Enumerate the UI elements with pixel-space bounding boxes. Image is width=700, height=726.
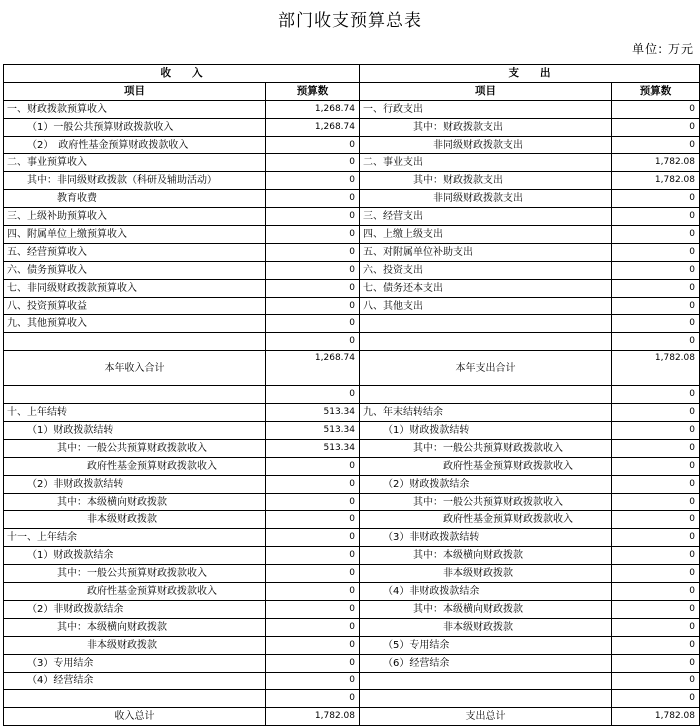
expense-item-header: 项目 (360, 82, 612, 100)
expense-value-cell: 0 (612, 333, 700, 351)
total-row (4, 708, 700, 726)
income-item-cell: （2） 政府性基金预算财政拨款收入 (4, 136, 266, 154)
income-item-cell: （1）财政拨款结转 (4, 422, 266, 440)
expense-item-cell: 三、经营支出 (360, 208, 612, 226)
expense-value-cell: 0 (612, 439, 700, 457)
income-value-cell: 0 (266, 172, 360, 190)
income-value-cell: 0 (266, 547, 360, 565)
income-item-cell (4, 333, 266, 351)
income-value-cell: 513.34 (266, 439, 360, 457)
expense-item-cell: 五、对附属单位补助支出 (360, 243, 612, 261)
expense-section-header: 支 出 (360, 65, 700, 83)
income-value-cell: 0 (266, 583, 360, 601)
income-item-cell: 六、债务预算收入 (4, 261, 266, 279)
expense-value-cell: 0 (612, 279, 700, 297)
table-row (4, 172, 700, 190)
expense-item-cell (360, 672, 612, 690)
table-row (4, 208, 700, 226)
expense-value-cell: 0 (612, 226, 700, 244)
income-item-cell: 非本级财政拨款 (4, 511, 266, 529)
expense-budget-header: 预算数 (612, 82, 700, 100)
income-item-cell (4, 690, 266, 708)
expense-item-cell: （4）非财政拨款结余 (360, 583, 612, 601)
income-budget-header: 预算数 (266, 82, 360, 100)
expense-value-cell: 0 (612, 118, 700, 136)
expense-item-cell: 其中：一般公共预算财政拨款收入 (360, 439, 612, 457)
expense-value-cell: 0 (612, 600, 700, 618)
expense-item-cell: 其中：一般公共预算财政拨款收入 (360, 493, 612, 511)
expense-item-cell: 二、事业支出 (360, 154, 612, 172)
income-item-cell: 其中：非同级财政拨款（科研及辅助活动） (4, 172, 266, 190)
section-header-row (4, 65, 700, 83)
table-row (4, 511, 700, 529)
income-value-cell: 0 (266, 208, 360, 226)
expense-value-cell: 0 (612, 297, 700, 315)
expense-item-cell: 七、债务还本支出 (360, 279, 612, 297)
income-item-cell (4, 386, 266, 404)
expense-item-cell: 政府性基金预算财政拨款收入 (360, 511, 612, 529)
expense-item-cell (360, 386, 612, 404)
expense-value-cell: 0 (612, 190, 700, 208)
income-value-cell: 0 (266, 457, 360, 475)
income-value-cell: 0 (266, 636, 360, 654)
table-row (4, 422, 700, 440)
income-item-cell: 五、经营预算收入 (4, 243, 266, 261)
income-value-cell: 0 (266, 511, 360, 529)
income-item-cell: 政府性基金预算财政拨款收入 (4, 583, 266, 601)
expense-item-cell: 一、行政支出 (360, 100, 612, 118)
income-value-cell: 0 (266, 243, 360, 261)
expense-item-cell: （6）经营结余 (360, 654, 612, 672)
expense-item-cell: 非本级财政拨款 (360, 565, 612, 583)
table-row (4, 565, 700, 583)
income-item-cell: （1）财政拨款结余 (4, 547, 266, 565)
expense-value-cell: 0 (612, 654, 700, 672)
income-section-header: 收 入 (4, 65, 360, 83)
expense-value-cell: 0 (612, 636, 700, 654)
table-row (4, 190, 700, 208)
income-item-cell: 七、非同级财政拨款预算收入 (4, 279, 266, 297)
income-value-cell: 0 (266, 297, 360, 315)
expense-item-cell: 其中：本级横向财政拨款 (360, 547, 612, 565)
budget-table (3, 64, 700, 726)
income-item-cell: 十、上年结转 (4, 404, 266, 422)
expense-value-cell: 0 (612, 529, 700, 547)
table-row (4, 386, 700, 404)
income-value-cell: 1,268.74 (266, 118, 360, 136)
income-item-header: 项目 (4, 82, 266, 100)
income-value-cell: 0 (266, 279, 360, 297)
income-value-cell: 0 (266, 190, 360, 208)
expense-value-cell: 0 (612, 565, 700, 583)
table-row (4, 475, 700, 493)
expense-value-cell: 0 (612, 511, 700, 529)
expense-item-cell: 八、其他支出 (360, 297, 612, 315)
expense-item-cell: 本年支出合计 (360, 351, 612, 386)
table-row (4, 636, 700, 654)
income-value-cell: 513.34 (266, 422, 360, 440)
table-row (4, 243, 700, 261)
expense-item-cell: 六、投资支出 (360, 261, 612, 279)
income-item-cell: 其中：一般公共预算财政拨款收入 (4, 439, 266, 457)
expense-value-cell: 1,782.08 (612, 172, 700, 190)
table-row (4, 118, 700, 136)
expense-item-cell: 政府性基金预算财政拨款收入 (360, 457, 612, 475)
expense-item-cell: （2）财政拨款结余 (360, 475, 612, 493)
table-row (4, 529, 700, 547)
page-title: 部门收支预算总表 (278, 11, 422, 31)
income-value-cell: 0 (266, 618, 360, 636)
income-item-cell: 教育收费 (4, 190, 266, 208)
income-item-cell: （2）非财政拨款结转 (4, 475, 266, 493)
expense-value-cell: 0 (612, 404, 700, 422)
income-value-cell: 0 (266, 600, 360, 618)
income-value-cell: 0 (266, 315, 360, 333)
unit-label: 单位: 万元 (632, 42, 694, 56)
expense-value-cell: 0 (612, 583, 700, 601)
expense-item-cell: （3）非财政拨款结转 (360, 529, 612, 547)
table-row (4, 583, 700, 601)
expense-item-cell: 非本级财政拨款 (360, 618, 612, 636)
income-item-cell: 三、上级补助预算收入 (4, 208, 266, 226)
income-item-cell: 四、附属单位上缴预算收入 (4, 226, 266, 244)
income-value-cell: 0 (266, 493, 360, 511)
income-item-cell: 收入总计 (4, 708, 266, 726)
income-item-cell: 一、财政拨款预算收入 (4, 100, 266, 118)
income-value-cell: 0 (266, 261, 360, 279)
income-item-cell: 非本级财政拨款 (4, 636, 266, 654)
expense-value-cell: 0 (612, 547, 700, 565)
income-item-cell: 十一、上年结余 (4, 529, 266, 547)
table-row (4, 333, 700, 351)
table-row (4, 547, 700, 565)
expense-item-cell (360, 690, 612, 708)
expense-value-cell: 0 (612, 475, 700, 493)
table-row (4, 279, 700, 297)
income-value-cell: 0 (266, 386, 360, 404)
income-item-cell: 本年收入合计 (4, 351, 266, 386)
expense-value-cell: 0 (612, 208, 700, 226)
expense-item-cell: 四、上缴上级支出 (360, 226, 612, 244)
expense-item-cell: 支出总计 (360, 708, 612, 726)
income-value-cell: 0 (266, 226, 360, 244)
table-row (4, 493, 700, 511)
expense-item-cell (360, 333, 612, 351)
expense-value-cell: 0 (612, 690, 700, 708)
table-row (4, 672, 700, 690)
income-item-cell: 其中：本级横向财政拨款 (4, 493, 266, 511)
expense-value-cell: 0 (612, 136, 700, 154)
income-value-cell: 513.34 (266, 404, 360, 422)
expense-value-cell: 0 (612, 315, 700, 333)
table-row (4, 600, 700, 618)
expense-value-cell: 1,782.08 (612, 708, 700, 726)
expense-value-cell: 0 (612, 672, 700, 690)
expense-value-cell: 0 (612, 493, 700, 511)
expense-value-cell: 1,782.08 (612, 154, 700, 172)
table-row (4, 654, 700, 672)
table-row (4, 100, 700, 118)
table-row (4, 315, 700, 333)
income-item-cell: （3）专用结余 (4, 654, 266, 672)
expense-item-cell: （5）专用结余 (360, 636, 612, 654)
income-item-cell: 其中：一般公共预算财政拨款收入 (4, 565, 266, 583)
table-row (4, 154, 700, 172)
expense-item-cell: 九、年末结转结余 (360, 404, 612, 422)
column-header-row (4, 82, 700, 100)
table-row (4, 404, 700, 422)
table-row (4, 226, 700, 244)
expense-value-cell: 0 (612, 422, 700, 440)
expense-value-cell: 0 (612, 457, 700, 475)
income-value-cell: 1,268.74 (266, 100, 360, 118)
expense-value-cell: 0 (612, 261, 700, 279)
expense-value-cell: 0 (612, 386, 700, 404)
expense-item-cell: 其中：本级横向财政拨款 (360, 600, 612, 618)
expense-item-cell: 其中：财政拨款支出 (360, 118, 612, 136)
expense-value-cell: 0 (612, 100, 700, 118)
income-value-cell: 0 (266, 654, 360, 672)
table-row (4, 457, 700, 475)
expense-value-cell: 0 (612, 618, 700, 636)
table-row (4, 618, 700, 636)
table-row (4, 297, 700, 315)
table-row (4, 261, 700, 279)
expense-item-cell: 其中：财政拨款支出 (360, 172, 612, 190)
income-item-cell: （4）经营结余 (4, 672, 266, 690)
income-value-cell: 0 (266, 154, 360, 172)
income-item-cell: 八、投资预算收益 (4, 297, 266, 315)
income-item-cell: 二、事业预算收入 (4, 154, 266, 172)
income-value-cell: 1,268.74 (266, 351, 360, 386)
income-item-cell: 九、其他预算收入 (4, 315, 266, 333)
income-value-cell: 0 (266, 333, 360, 351)
income-value-cell: 1,782.08 (266, 708, 360, 726)
table-row (4, 439, 700, 457)
income-item-cell: 其中：本级横向财政拨款 (4, 618, 266, 636)
expense-value-cell: 0 (612, 243, 700, 261)
expense-item-cell: 非同级财政拨款支出 (360, 136, 612, 154)
income-value-cell: 0 (266, 672, 360, 690)
table-row (4, 136, 700, 154)
income-value-cell: 0 (266, 529, 360, 547)
income-item-cell: 政府性基金预算财政拨款收入 (4, 457, 266, 475)
income-item-cell: （2）非财政拨款结余 (4, 600, 266, 618)
income-item-cell: （1）一般公共预算财政拨款收入 (4, 118, 266, 136)
table-row (4, 690, 700, 708)
expense-value-cell: 1,782.08 (612, 351, 700, 386)
subtotal-row (4, 351, 700, 386)
income-value-cell: 0 (266, 690, 360, 708)
expense-item-cell (360, 315, 612, 333)
income-value-cell: 0 (266, 565, 360, 583)
expense-item-cell: （1）财政拨款结转 (360, 422, 612, 440)
income-value-cell: 0 (266, 475, 360, 493)
expense-item-cell: 非同级财政拨款支出 (360, 190, 612, 208)
income-value-cell: 0 (266, 136, 360, 154)
